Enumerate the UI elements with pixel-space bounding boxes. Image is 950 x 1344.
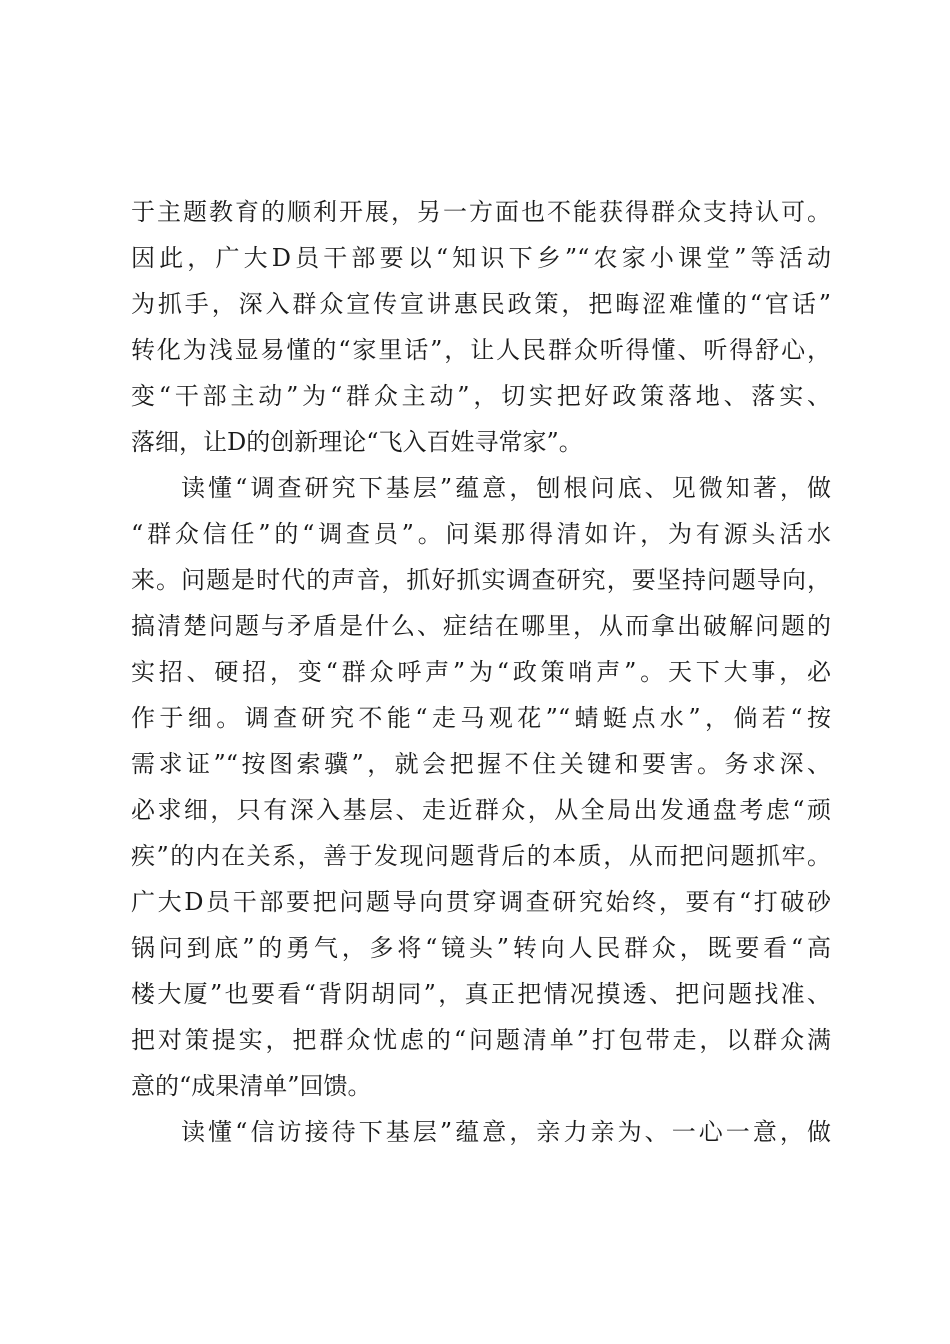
document-body (131, 189, 831, 1155)
text-line: 作于细。调查研究不能“走马观花”“蜻蜓点水”，倘若“按 (131, 704, 831, 732)
text-line: 疾”的内在关系，善于发现问题背后的本质，从而把问题抓牢。 (131, 842, 831, 870)
paragraph-1 (131, 189, 831, 465)
text-line: 变“干部主动”为“群众主动”，切实把好政策落地、落实、 (131, 382, 831, 410)
text-line: “群众信任”的“调查员”。问渠那得清如许，为有源头活水 (131, 520, 831, 548)
text-line: 搞清楚问题与矛盾是什么、症结在哪里，从而拿出破解问题的 (131, 612, 831, 640)
text-line: 于主题教育的顺利开展，另一方面也不能获得群众支持认可。 (131, 198, 831, 226)
text-line: 必求细，只有深入基层、走近群众，从全局出发通盘考虑“顽 (131, 796, 831, 824)
paragraph-3 (131, 1109, 831, 1155)
paragraph-2 (131, 465, 831, 1109)
text-line: 读懂“调查研究下基层”蕴意，刨根问底、见微知著，做 (181, 474, 831, 502)
text-line: 来。问题是时代的声音，抓好抓实调查研究，要坚持问题导向， (131, 566, 831, 594)
text-line: 读懂“信访接待下基层”蕴意，亲力亲为、一心一意，做 (181, 1118, 831, 1146)
text-line: 把对策提实，把群众忧虑的“问题清单”打包带走，以群众满 (131, 1026, 831, 1054)
text-line: 因此，广大D员干部要以“知识下乡”“农家小课堂”等活动 (131, 244, 831, 272)
text-line: 意的“成果清单”回馈。 (131, 1072, 372, 1100)
text-line: 为抓手，深入群众宣传宣讲惠民政策，把晦涩难懂的“官话” (131, 290, 831, 318)
text-line: 楼大厦”也要看“背阴胡同”，真正把情况摸透、把问题找准、 (131, 980, 831, 1008)
text-line: 落细，让D的创新理论“飞入百姓寻常家”。 (131, 428, 583, 456)
text-line: 锅问到底”的勇气，多将“镜头”转向人民群众，既要看“高 (131, 934, 831, 962)
text-line: 转化为浅显易懂的“家里话”，让人民群众听得懂、听得舒心， (131, 336, 831, 364)
text-line: 广大D员干部要把问题导向贯穿调查研究始终，要有“打破砂 (131, 888, 831, 916)
text-line: 需求证”“按图索骥”，就会把握不住关键和要害。务求深、 (131, 750, 831, 778)
text-line: 实招、硬招，变“群众呼声”为“政策哨声”。天下大事，必 (131, 658, 831, 686)
